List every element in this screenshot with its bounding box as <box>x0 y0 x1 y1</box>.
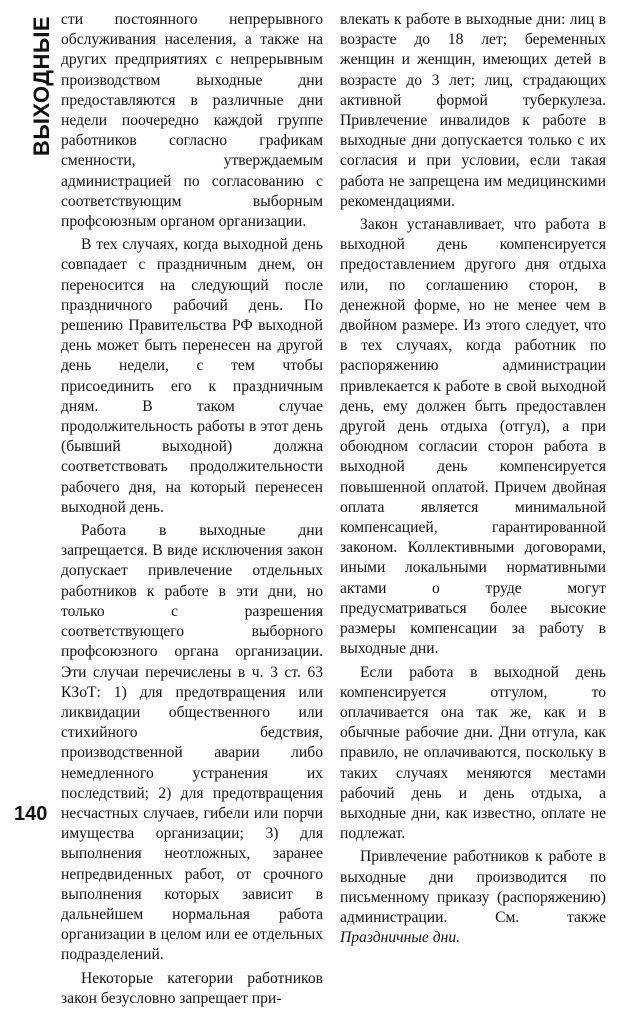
paragraph: Закон устанавливает, что работа в выходной день компенсируется предоставлением другого дня отдыха или, по соглашению сторон, в денежной форме, но не менее чем в двойном размере. Из этого следует, что в тех случаях, когда работник по распоряжению администрации привлекается к работе в свой выходной день, ему должен быть предоставлен другой день отдыха (отгул), а при обоюдном согласии сторон работа в выходной день компенсируется повышенной оплатой. Причем двойная оплата является минимальной компенсацией, гарантированной законом. Коллективными договорами, иными локальными нормативными актами о труде могут предусматриваться более высокие размеры компенсации за работу в выходные дни. <box>340 216 606 658</box>
left-column <box>61 10 323 1009</box>
cross-reference-link[interactable]: Праздничные дни. <box>340 929 461 947</box>
paragraph: Работа в выходные дни запрещается. В виде исключения закон допускает привлечение отдельных работников к работе в эти дни, но только с разрешения соответствующего выборного профсоюзного органа организации. Эти случаи перечислены в ч. 3 ст. 63 КЗоТ: 1) для предотвращения или ликвидации общественного или стихийного бедствия, производственной аварии либо немедленного устранения их последствий; 2) для предотвращения несчастных случаев, гибели или порчи имущества организации; 3) для выполнения неотложных, заранее непредвиденных работ, от срочного выполнения которых зависит в дальнейшем нормальная работа организации в целом или ее отдельных подразделений. <box>61 522 323 964</box>
paragraph: сти постоянного непрерывного обслуживания населения, а также на других предприятиях с непрерывным производством выходные дни предоставляются в различные дни недели поочередно каждой группе работников согласно графикам сменности, утверждаемым администрацией по согласованию с соответствующим выборным профсоюзным органом организации. <box>61 11 323 231</box>
paragraph: Если работа в выходной день компенсируется отгулом, то оплачивается она так же, как и в обычные рабочие дни. Дни отгула, как правило, не оплачиваются, поскольку в таких случаях меняются местами рабочий день и день отдыха, а выходные дни, как известно, оплате не подлежат. <box>340 663 606 843</box>
paragraph-with-cross-reference <box>340 847 606 948</box>
section-heading-text: ВЫХОДНЫЕ <box>29 15 54 156</box>
paragraph: Некоторые категории работников закон безусловно запрещает при- <box>61 969 323 1007</box>
paragraph-text: Привлечение работников к работе в выходные дни производится по письменному приказу (распоряжению) администрации. См. также <box>340 848 606 926</box>
paragraph: влекать к работе в выходные дни: лиц в возрасте до 18 лет; беременных женщин и женщин, имеющих детей в возрасте до 3 лет; лиц, страдающих активной формой туберкулеза. Привлечение инвалидов к работе в выходные дни допускается только с их согласия и при условии, если такая работа не запрещена им медицинскими рекомендациями. <box>340 11 606 210</box>
right-column <box>340 10 606 948</box>
page-number: 140 <box>14 803 48 825</box>
section-heading <box>22 15 62 156</box>
paragraph: В тех случаях, когда выходной день совпадает с праздничным днем, он переносится на следующий после праздничного рабочий день. По решению Правительства РФ выходной день может быть перенесен на другой день недели, с тем чтобы присоединить его к праздничным дням. В таком случае продолжительность работы в этот день (бывший выходной) должна соответствовать продолжительности рабочего дня, на который перенесен выходной день. <box>61 236 323 516</box>
